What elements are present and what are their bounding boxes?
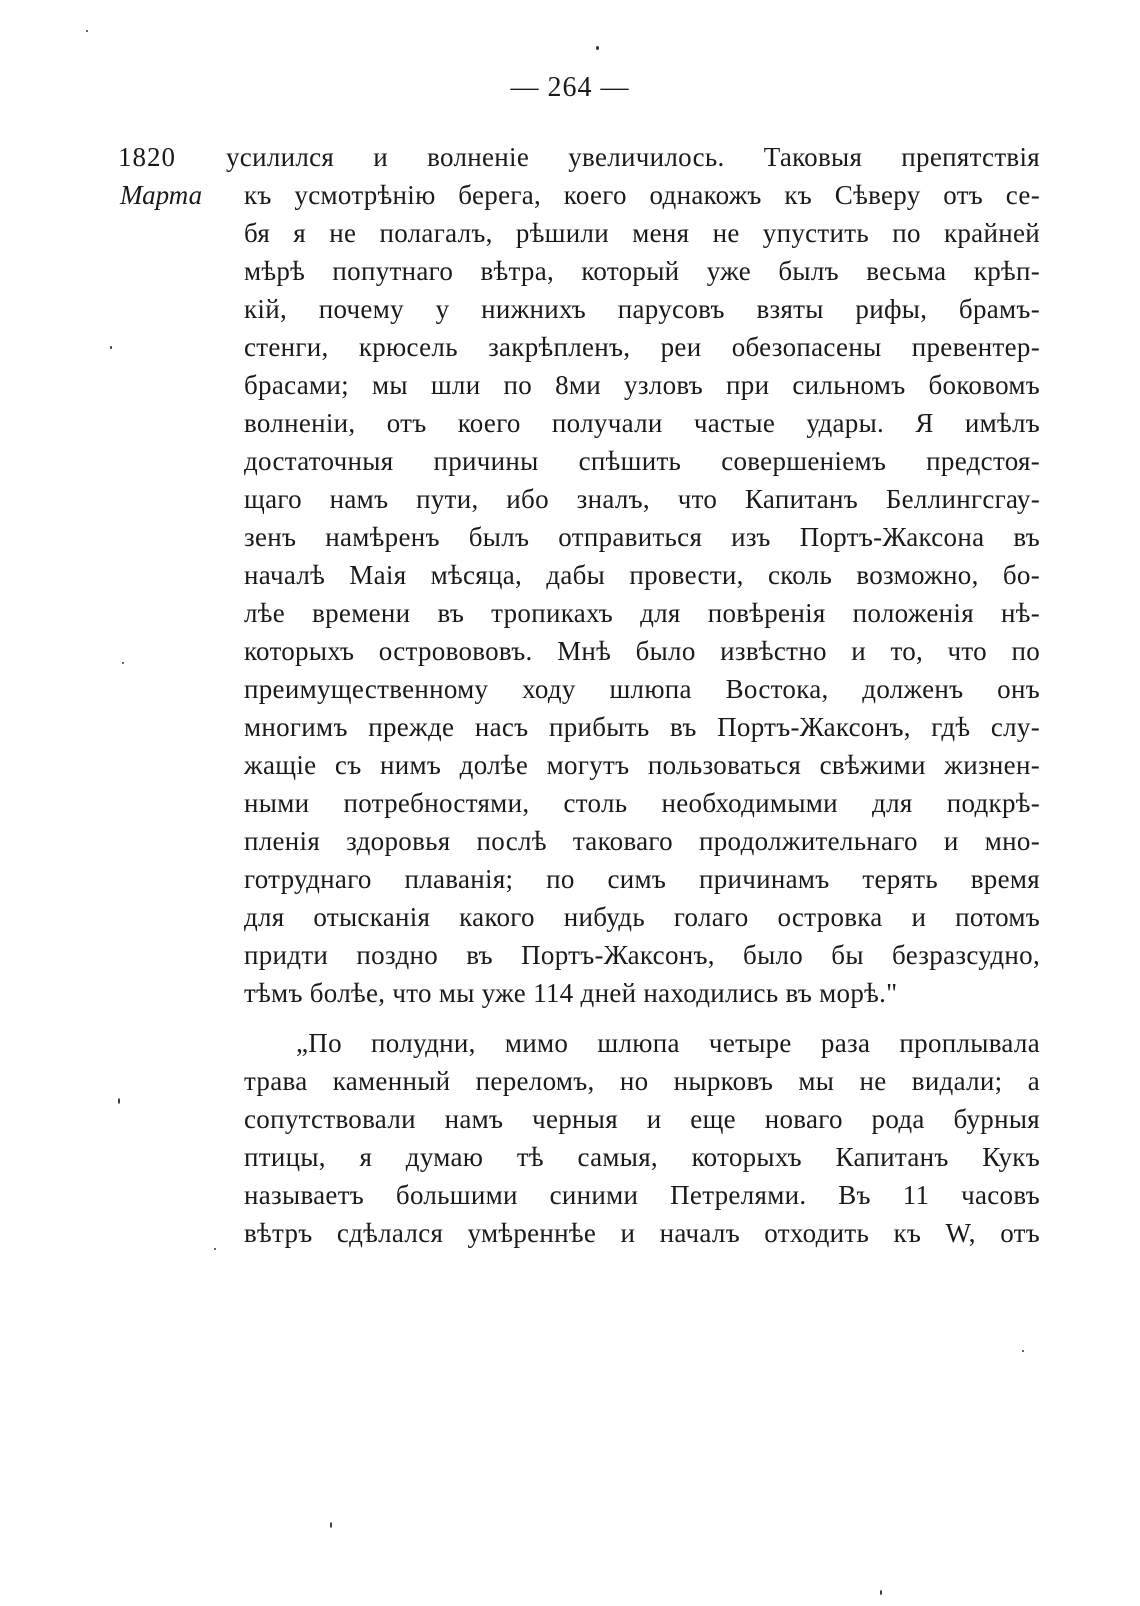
text-line: которыхъ островововъ. Мнѣ было извѣстно и то, что по	[244, 636, 1040, 666]
text-line: называетъ большими синими Петрелями. Въ 11 часовъ	[244, 1180, 1040, 1210]
text-line: готруднаго плаванія; по симъ причинамъ терять время	[244, 864, 1040, 894]
text-line: началѣ Маія мѣсяца, дабы провести, сколь возможно, бо-	[244, 560, 1040, 590]
text-line: брасами; мы шли по 8ми узловъ при сильномъ боковомъ	[244, 370, 1040, 400]
scan-speck	[596, 46, 599, 50]
text-line: достаточныя причины спѣшить совершеніемъ предстоя-	[244, 446, 1040, 476]
scan-speck	[86, 30, 88, 32]
scan-speck	[214, 1248, 216, 1250]
text-line: тѣмъ болѣе, что мы уже 114 дней находились въ морѣ."	[244, 978, 898, 1008]
text-line: многимъ прежде насъ прибыть въ Портъ-Жаксонъ, гдѣ слу-	[244, 712, 1040, 742]
margin-year: 1820	[118, 142, 176, 172]
text-line: стенги, крюсель закрѣпленъ, реи обезопасены превентер-	[244, 332, 1040, 362]
margin-month: Марта	[120, 180, 203, 210]
text-line: ными потребностями, столь необходимыми для подкрѣ-	[244, 788, 1040, 818]
scan-speck	[110, 346, 112, 349]
text-line: вѣтръ сдѣлался умѣреннѣе и началъ отходить къ W, отъ	[244, 1218, 1040, 1248]
text-line: волненіи, отъ коего получали частые удары. Я имѣлъ	[244, 408, 1040, 438]
scan-speck	[1022, 1350, 1024, 1352]
text-line: кій, почему у нижнихъ парусовъ взяты рифы, брамъ-	[244, 294, 1040, 324]
text-line: пленія здоровья послѣ таковаго продолжительнаго и мно-	[244, 826, 1040, 856]
text-line: птицы, я думаю тѣ самыя, которыхъ Капитанъ Кукъ	[244, 1142, 1040, 1172]
text-line: бя я не полагалъ, рѣшили меня не упустить по крайней	[244, 218, 1040, 248]
text-line: къ усмотрѣнію берега, коего однакожъ къ Сѣверу отъ се-	[244, 180, 1040, 210]
scan-speck	[122, 662, 124, 664]
scan-speck	[118, 1098, 120, 1104]
text-line: сопутствовали намъ черныя и еще новаго рода бурныя	[244, 1104, 1040, 1134]
text-line: жащіе съ нимъ долѣе могутъ пользоваться свѣжими жизнен-	[244, 750, 1040, 780]
text-line: щаго намъ пути, ибо зналъ, что Капитанъ Беллингсгау-	[244, 484, 1040, 514]
text-line: преимущественному ходу шлюпа Востока, долженъ онъ	[244, 674, 1040, 704]
text-line: „По полудни, мимо шлюпа четыре раза проплывала	[296, 1028, 1040, 1058]
text-line: зенъ намѣренъ былъ отправиться изъ Портъ-Жаксона въ	[244, 522, 1040, 552]
scan-speck	[880, 1590, 882, 1595]
text-line: придти поздно въ Портъ-Жаксонъ, было бы безразсудно,	[244, 940, 1040, 970]
page-number: — 264 —	[510, 72, 630, 103]
text-line: мѣрѣ попутнаго вѣтра, который уже былъ весьма крѣп-	[244, 256, 1040, 286]
scan-speck	[330, 1522, 332, 1528]
text-line: трава каменный переломъ, но нырковъ мы не видали; а	[244, 1066, 1040, 1096]
text-line: усилился и волненіе увеличилось. Таковыя препятствія	[226, 142, 1040, 172]
text-line: для отысканія какого нибудь голаго островка и потомъ	[244, 902, 1040, 932]
text-line: лѣе времени въ тропикахъ для повѣренія положенія нѣ-	[244, 598, 1040, 628]
